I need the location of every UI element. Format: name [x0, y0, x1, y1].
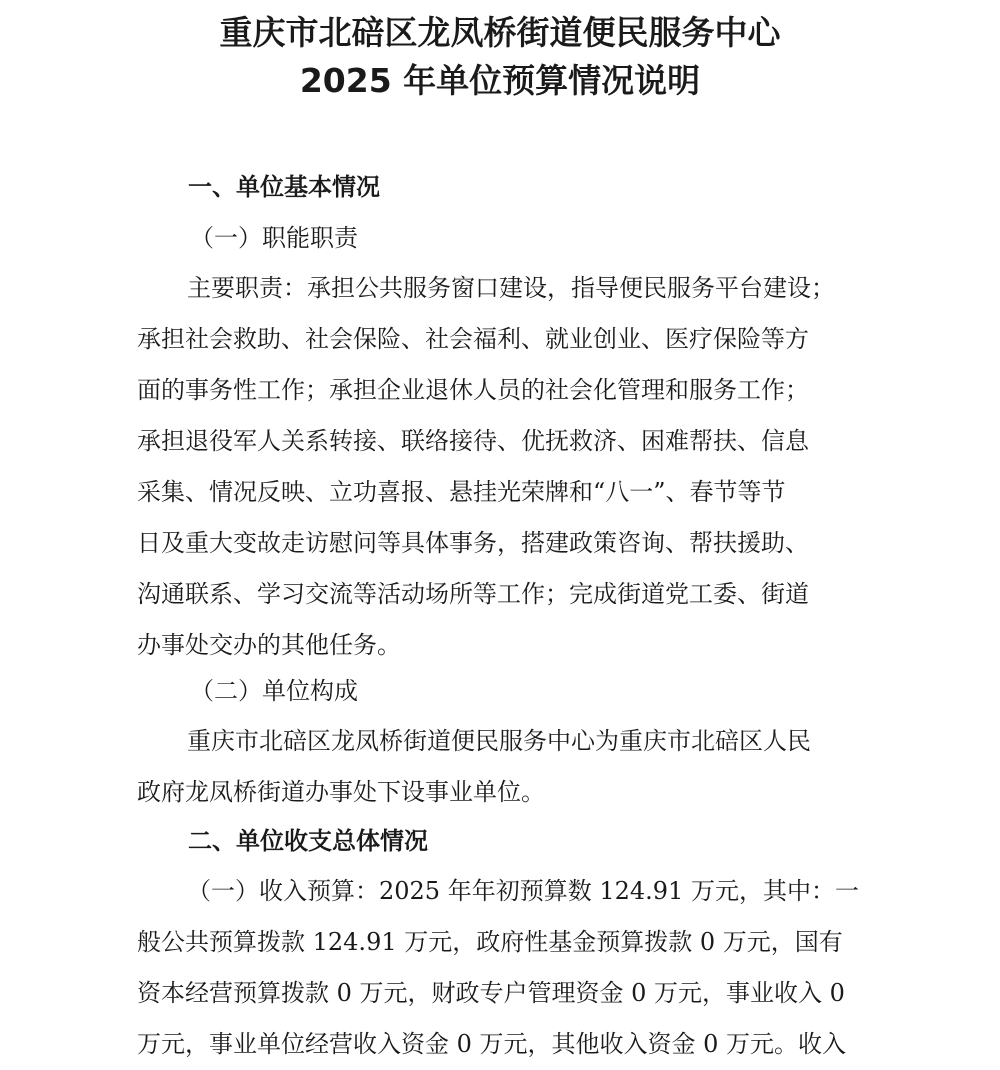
document-title-line-2: 2025 年单位预算情况说明 [299, 61, 701, 100]
paragraph-line: 万元，事业单位经营收入资金 0 万元，其他收入资金 0 万元。收入 [137, 1030, 847, 1058]
paragraph-line: （一）收入预算：2025 年年初预算数 124.91 万元，其中：一 [187, 877, 859, 905]
paragraph-line: 办事处交办的其他任务。 [137, 631, 401, 659]
paragraph-line: 承担社会救助、社会保险、社会福利、就业创业、医疗保险等方 [137, 325, 809, 353]
section-heading-budget-overview: 二、单位收支总体情况 [188, 827, 428, 855]
paragraph-line: 资本经营预算拨款 0 万元，财政专户管理资金 0 万元，事业收入 0 [137, 979, 845, 1007]
subsection-heading-composition: （二）单位构成 [190, 677, 358, 705]
section-heading-basic-info: 一、单位基本情况 [188, 173, 380, 201]
paragraph-line: 政府龙凤桥街道办事处下设事业单位。 [137, 778, 545, 806]
paragraph-line: 重庆市北碚区龙凤桥街道便民服务中心为重庆市北碚区人民 [187, 727, 811, 755]
paragraph-composition [137, 716, 880, 818]
paragraph-income-budget [137, 866, 880, 1070]
paragraph-duties [137, 263, 880, 671]
subsection-heading-duties: （一）职能职责 [190, 224, 358, 252]
paragraph-line: 般公共预算拨款 124.91 万元，政府性基金预算拨款 0 万元，国有 [137, 928, 843, 956]
paragraph-line: 主要职责：承担公共服务窗口建设，指导便民服务平台建设； [187, 274, 835, 302]
paragraph-line: 沟通联系、学习交流等活动场所等工作；完成街道党工委、街道 [137, 580, 809, 608]
paragraph-line: 采集、情况反映、立功喜报、悬挂光荣牌和“八一”、春节等节 [137, 478, 786, 506]
paragraph-line: 承担退役军人关系转接、联络接待、优抚救济、困难帮扶、信息 [137, 427, 809, 455]
document-title-line-1: 重庆市北碚区龙凤桥街道便民服务中心 [219, 13, 781, 52]
paragraph-line: 面的事务性工作；承担企业退休人员的社会化管理和服务工作； [137, 376, 809, 404]
paragraph-line: 日及重大变故走访慰问等具体事务，搭建政策咨询、帮扶援助、 [137, 529, 809, 557]
